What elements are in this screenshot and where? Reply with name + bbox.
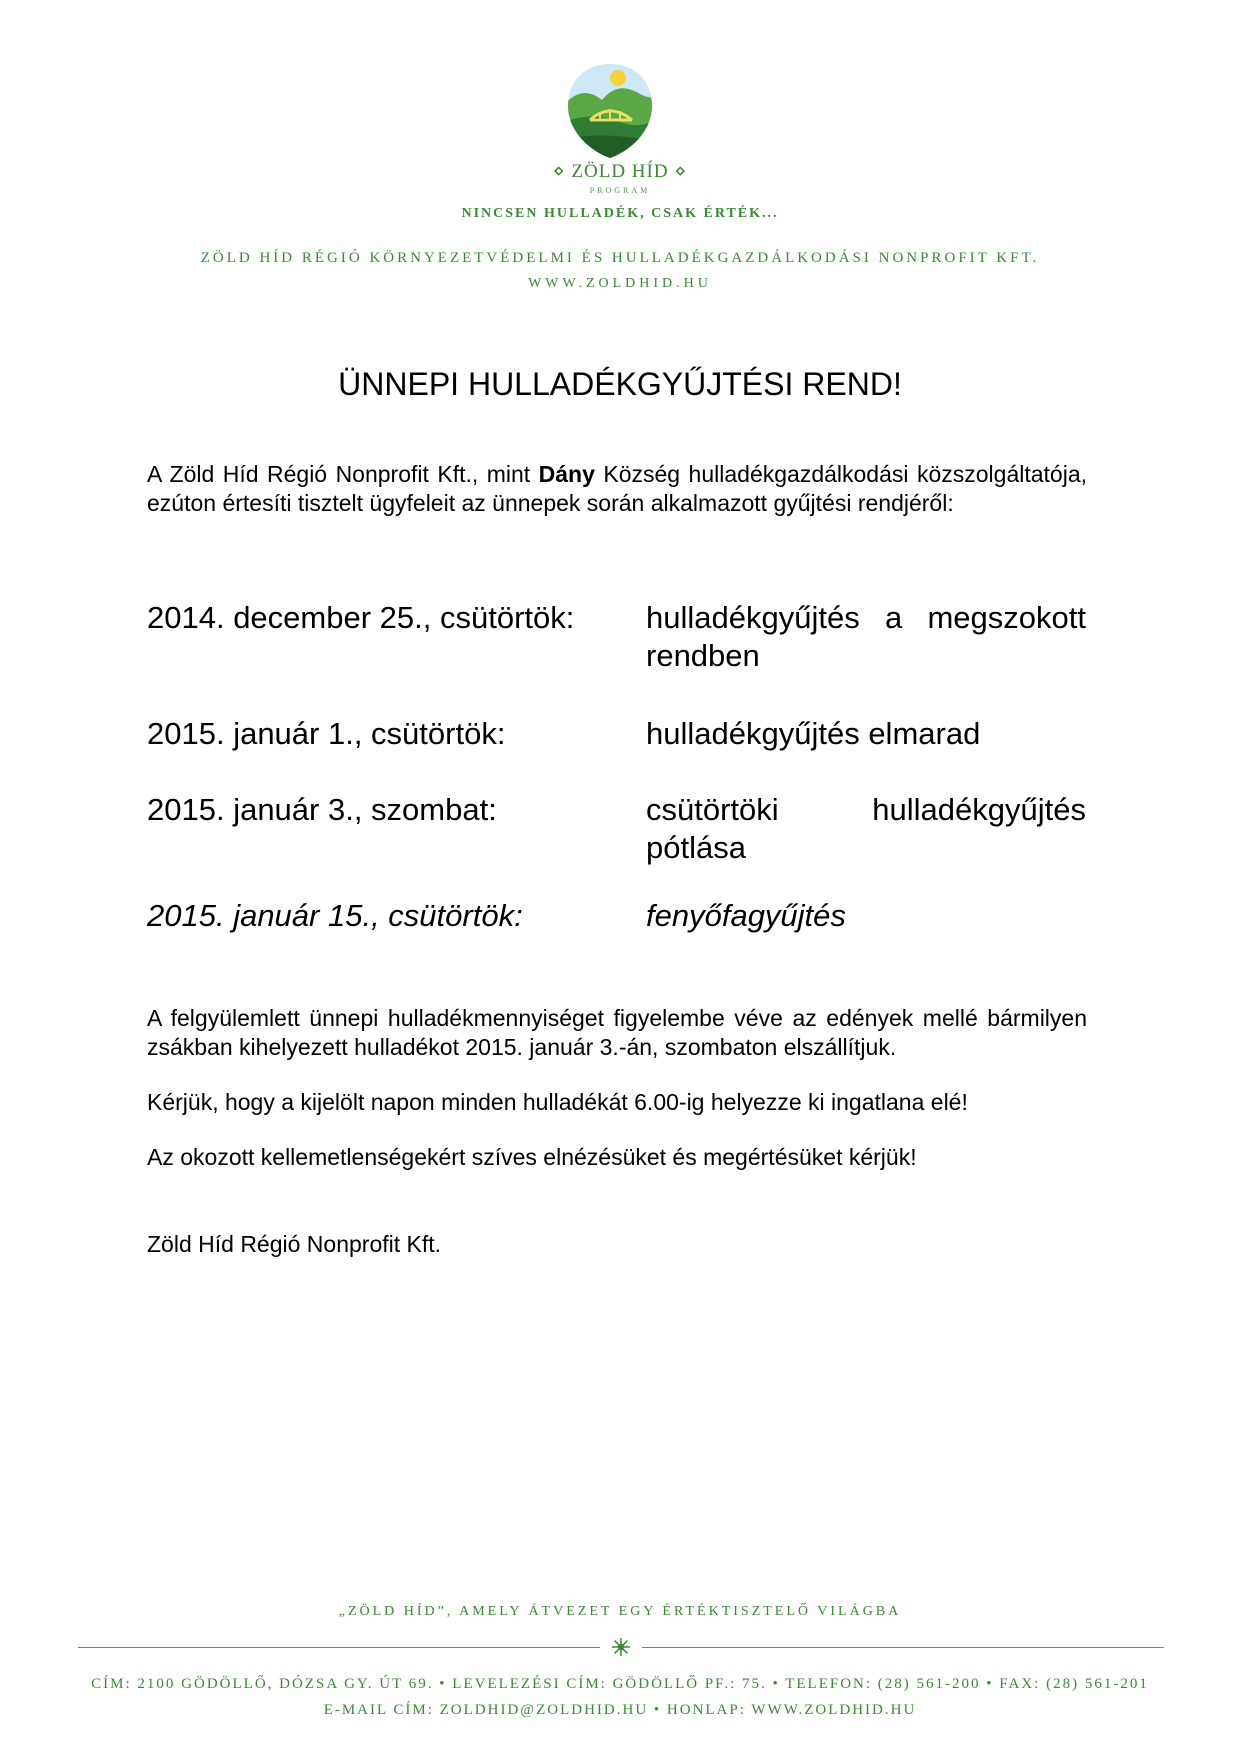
schedule-value-1: [646, 599, 1086, 675]
schedule-value-4: [646, 897, 1086, 935]
note-paragraph: A felgyülemlett ünnepi hulladékmennyiséget figyelembe véve az edények mellé bármilyen zsákban kihelyezett hulladékot 2015. január 3.-án, szombaton elszállítjuk.: [147, 1005, 1087, 1060]
schedule-value-1-line2: rendben: [646, 638, 760, 673]
request-paragraph: Kérjük, hogy a kijelölt napon minden hulladékát 6.00-ig helyezze ki ingatlana elé!: [147, 1089, 968, 1115]
company-name: ZÖLD HÍD RÉGIÓ KÖRNYEZETVÉDELMI ÉS HULLADÉKGAZDÁLKODÁSI NONPROFIT KFT.: [200, 250, 1040, 266]
bridge-landscape-logo-icon: [560, 60, 660, 160]
website-link: WWW.ZOLDHID.HU: [528, 276, 712, 291]
intro-text-1: A Zöld Híd Régió Nonprofit Kft., mint: [147, 461, 539, 487]
page-title: ÜNNEPI HULLADÉKGYŰJTÉSI REND!: [338, 366, 902, 402]
schedule-date-3: 2015. január 3., szombat:: [147, 792, 497, 827]
brand-name: ⋄ ZÖLD HÍD ⋄: [552, 161, 688, 182]
apology-paragraph: Az okozott kellemetlenségekért szíves elnézésüket és megértésüket kérjük!: [147, 1144, 917, 1170]
footer-motto: „ZÖLD HÍD”, AMELY ÁTVEZET EGY ÉRTÉKTISZTELŐ VILÁGBA: [338, 1604, 902, 1619]
schedule-value-2: [646, 715, 1086, 753]
schedule-value-2-line1: hulladékgyűjtés elmarad: [646, 716, 981, 751]
footer-rule-right: [642, 1647, 1164, 1648]
intro-text-2: Község hulladékgazdálkodási közszolgáltatója, ezúton értesíti tisztelt ügyfeleit az ünnepek során alkalmazott gyűjtési rendjéről:: [147, 461, 1087, 516]
schedule-date-2: 2015. január 1., csütörtök:: [147, 716, 506, 751]
schedule-value-4-line1: fenyőfagyűjtés: [646, 898, 846, 933]
schedule-value-3: [646, 791, 1086, 867]
slogan: NINCSEN HULLADÉK, CSAK ÉRTÉK...: [461, 206, 779, 221]
schedule-value-3-line2: pótlása: [646, 830, 746, 865]
schedule-date-1: 2014. december 25., csütörtök:: [147, 600, 575, 635]
municipality-name: Dány: [538, 461, 595, 487]
schedule-value-3-line1: csütörtöki hulladékgyűjtés: [646, 792, 1086, 827]
brand-sub: PROGRAM: [589, 186, 651, 195]
snowflake-ornament-icon: [610, 1636, 632, 1658]
schedule-value-1-line1: hulladékgyűjtés a megszokott: [646, 600, 1086, 635]
footer-address: CÍM: 2100 GÖDÖLLŐ, DÓZSA GY. ÚT 69. • LEVELEZÉSI CÍM: GÖDÖLLŐ PF.: 75. • TELEFON: (28) 561-200 • FAX: (28) 561-201: [91, 1676, 1149, 1692]
signature: Zöld Híd Régió Nonprofit Kft.: [147, 1231, 442, 1257]
schedule-date-4: 2015. január 15., csütörtök:: [147, 898, 523, 933]
footer-rule-left: [78, 1647, 600, 1648]
footer-contact: E-MAIL CÍM: ZOLDHID@ZOLDHID.HU • HONLAP: WWW.ZOLDHID.HU: [323, 1702, 917, 1718]
intro-paragraph: [147, 460, 1087, 518]
